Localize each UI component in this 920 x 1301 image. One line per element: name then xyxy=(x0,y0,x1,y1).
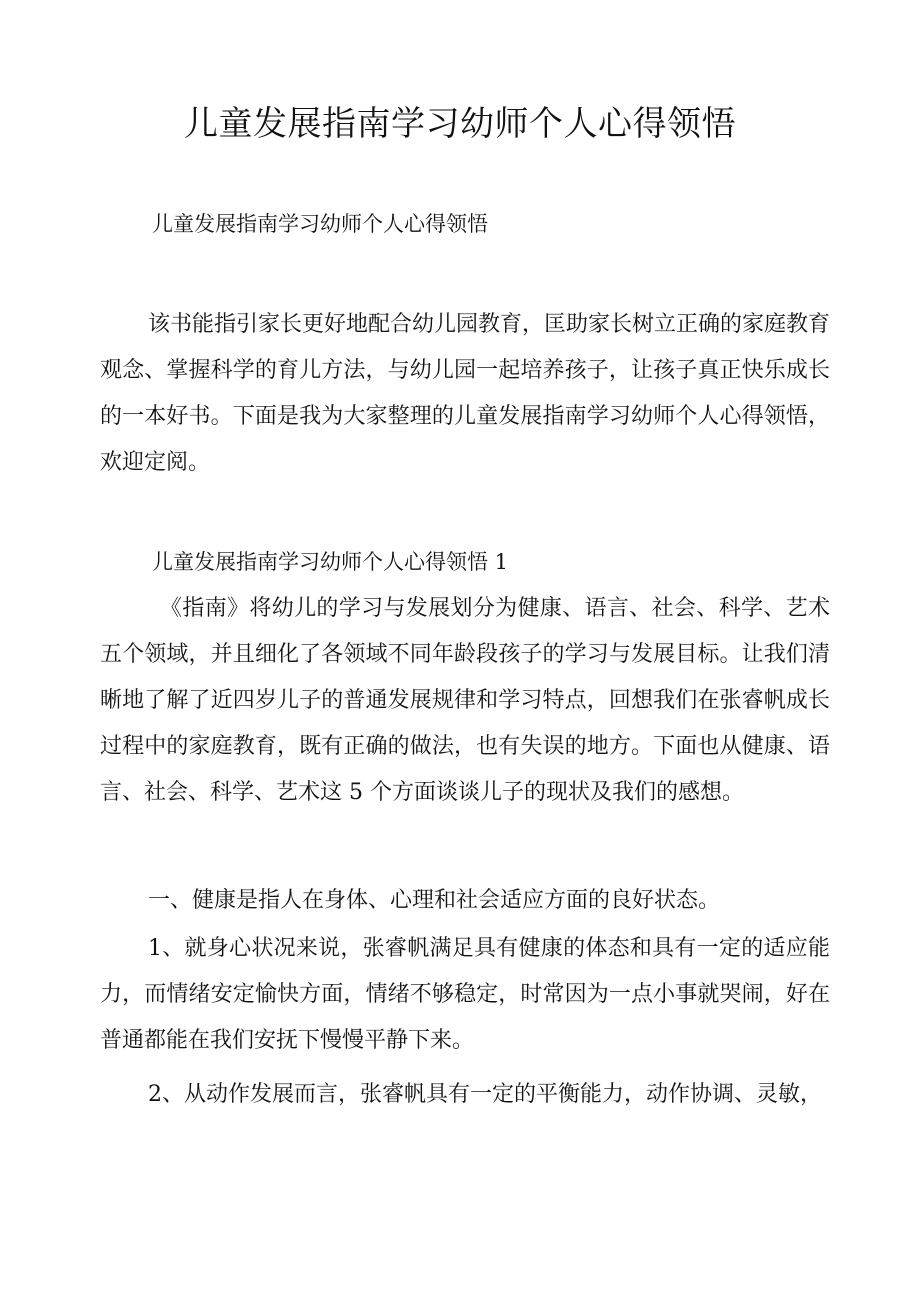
document-subtitle: 儿童发展指南学习幼师个人心得领悟 xyxy=(152,212,488,236)
intro-paragraph: 该书能指引家长更好地配合幼儿园教育，匡助家长树立正确的家庭教育观念、掌握科学的育儿方法，与幼儿园一起培养孩子，让孩子真正快乐成长的一本好书。下面是我为大家整理的儿童发展指南学习幼师个人心得领悟，欢迎定阅。 xyxy=(100,312,831,475)
document-title: 儿童发展指南学习幼师个人心得领悟 xyxy=(184,104,736,144)
body-paragraph: 《指南》将幼儿的学习与发展划分为健康、语言、社会、科学、艺术五个领域，并且细化了各领域不同年龄段孩子的学习与发展目标。让我们清晰地了解了近四岁儿子的普通发展规律和学习特点，回想我们在张睿帆成长过程中的家庭教育，既有正确的做法，也有失误的地方。下面也从健康、语言、社会、科学、艺术这 5 个方面谈谈儿子的现状及我们的感想。 xyxy=(100,596,830,805)
health-heading-paragraph: 一、健康是指人在身体、心理和社会适应方面的良好状态。 xyxy=(148,888,721,913)
section-1-title: 儿童发展指南学习幼师个人心得领悟 1 xyxy=(152,550,509,574)
body-paragraph: 2、从动作发展而言，张睿帆具有一定的平衡能力，动作协调、灵敏， xyxy=(148,1082,822,1107)
body-paragraph: 1、就身心状况来说，张睿帆满足具有健康的体态和具有一定的适应能力，而情绪安定愉快方面，情绪不够稳定，时常因为一点小事就哭闹，好在普通都能在我们安抚下慢慢平静下来。 xyxy=(100,936,830,1053)
